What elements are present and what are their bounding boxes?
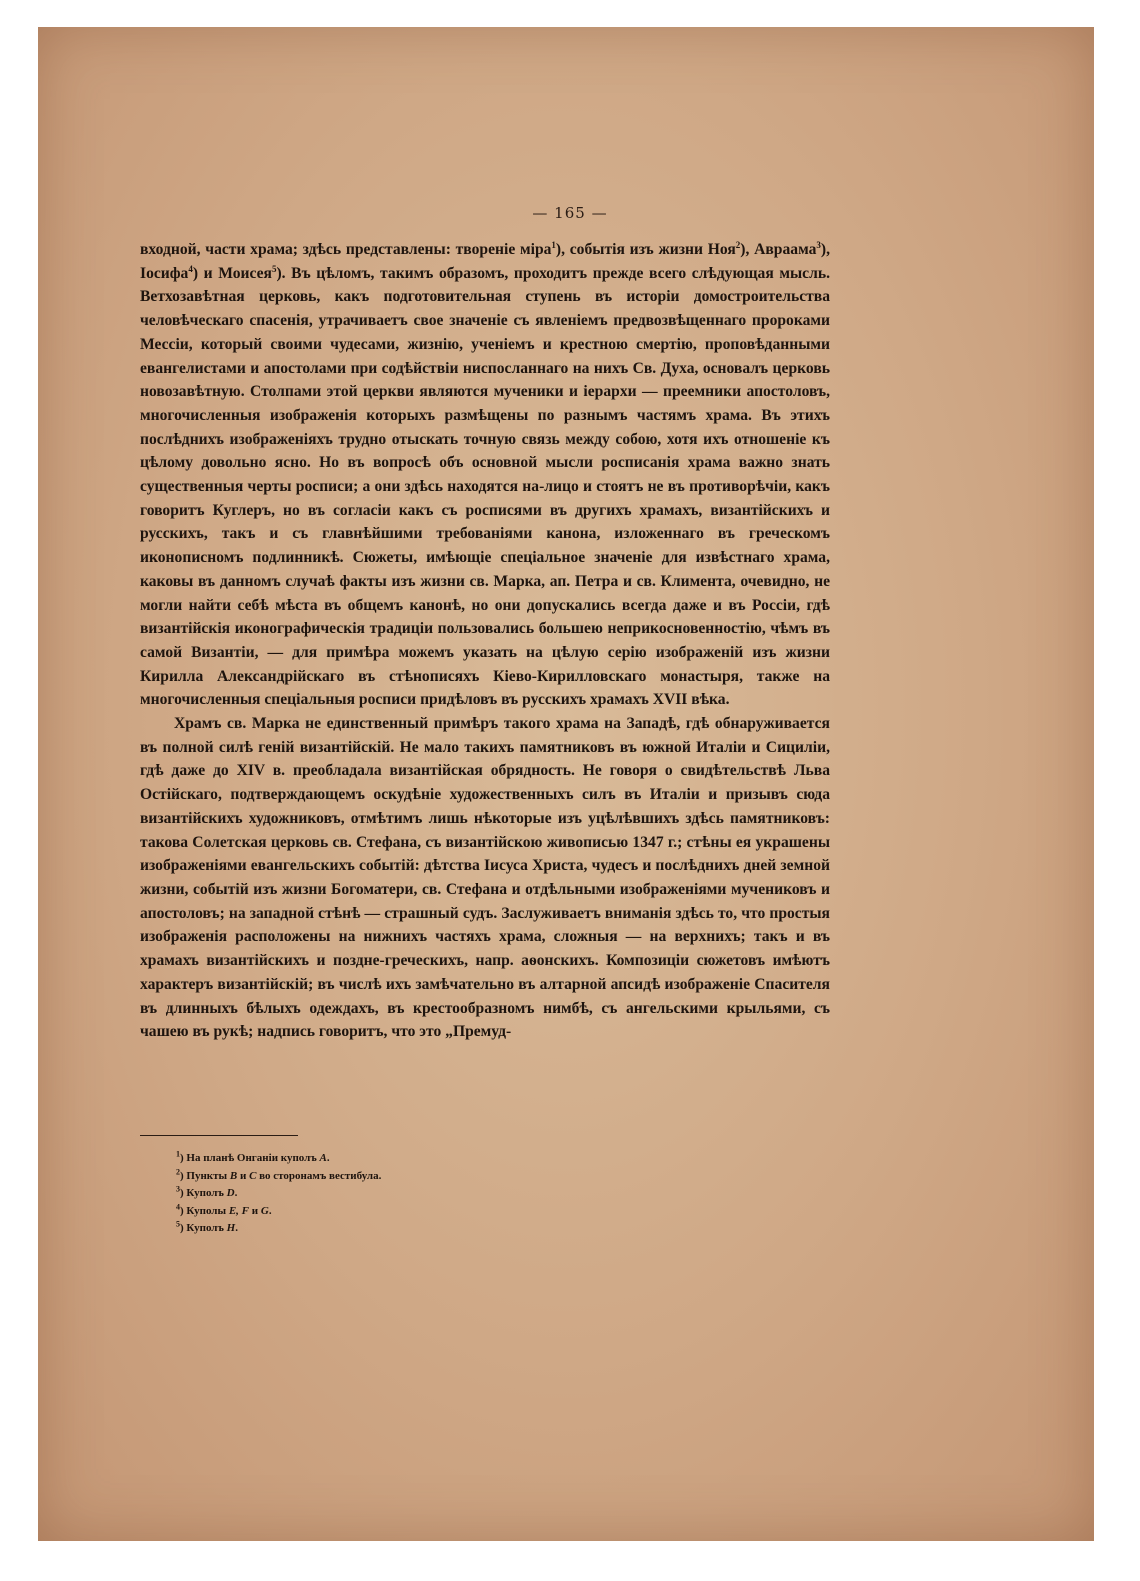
footnote-text: ) На планѣ Онганіи куполъ xyxy=(180,1152,320,1164)
footnote-1 xyxy=(176,1150,676,1168)
footnote-ref[interactable]: 1 xyxy=(551,239,556,250)
text-run: ), событія изъ жизни Ноя xyxy=(555,241,736,258)
footnote-italic: E, F xyxy=(228,1204,250,1217)
footnote-text: ) Пункты xyxy=(180,1169,230,1182)
footnote-ref[interactable]: 5 xyxy=(271,263,277,274)
text-run: ), Іосифа xyxy=(140,241,830,282)
text-run: ) и Моисея xyxy=(192,264,272,282)
paragraph-1 xyxy=(140,238,830,712)
footnote-ref[interactable]: 2 xyxy=(735,239,741,250)
footnote-rule xyxy=(140,1135,298,1136)
footnotes xyxy=(176,1150,676,1238)
footnote-mid: и xyxy=(249,1204,261,1217)
footnote-mark: 5 xyxy=(176,1219,180,1229)
body-text xyxy=(140,238,830,1044)
footnote-italic: G xyxy=(260,1204,269,1217)
footnote-tail: . xyxy=(235,1222,238,1234)
footnote-ref[interactable]: 4 xyxy=(188,263,193,274)
footnote-text: ) Куполы xyxy=(180,1204,229,1217)
footnote-3 xyxy=(176,1185,676,1203)
footnote-mark: 3 xyxy=(176,1184,180,1194)
footnote-tail: . xyxy=(234,1187,238,1199)
footnote-italic: C xyxy=(249,1169,257,1182)
footnote-text: ) Куполъ xyxy=(180,1222,227,1234)
footnote-4 xyxy=(176,1203,676,1221)
footnote-5 xyxy=(176,1220,676,1238)
footnote-mark: 2 xyxy=(176,1166,180,1176)
footnote-italic: A xyxy=(319,1152,327,1164)
footnote-mark: 1 xyxy=(176,1149,180,1159)
footnote-text: ) Куполъ xyxy=(180,1187,227,1199)
text-run: ). Въ цѣломъ, такимъ образомъ, проходитъ прежде всего слѣдующая мысль. Ветхозавѣтная церковь, какъ подготовительная ступень въ исторіи домостроительства человѣческаго спасенія, утрачиваетъ свое значеніе съ явленіемъ предвозвѣщеннаго пророками Мессіи, который своими чудесами, жизнію, ученіемъ и крестною смертію, проповѣданными евангелистами и апостолами при содѣйствіи ниспосланнаго на нихъ Св. Духа, основалъ церковь новозавѣтную. Столпами этой церкви являются мученики и іерархи — преемники апостоловъ, многочисленныя изображенія которыхъ размѣщены по разнымъ частямъ храма. Въ этихъ послѣднихъ изображеніяхъ трудно отыскать точную связь между собою, хотя ихъ отношеніе къ цѣлому довольно ясно. Но въ вопросѣ объ основной мысли росписанія храма важно знать существенныя черты росписи; а они здѣсь находятся на-лицо и стоятъ не въ противорѣчіи, какъ говоритъ Куглеръ, но въ согласіи какъ съ росписями въ другихъ храмахъ, византійскихъ и русскихъ, такъ и съ главнѣйшими требованіями канона, изложеннаго въ греческомъ иконописномъ подлинникѣ. Сюжеты, имѣющіе спеціальное значеніе для извѣстнаго храма, каковы въ данномъ случаѣ факты изъ жизни св. Марка, ап. Петра и св. Климента, очевидно, не могли найти себѣ мѣста въ общемъ канонѣ, но они допускались всегда даже и въ Россіи, гдѣ византійскія иконографическія традиціи пользовались большею неприкосновенностію, чѣмъ въ самой Византіи, — для примѣра можемъ указать на цѣлую серію изображеній изъ жизни Кирилла Александрійскаго въ стѣнописяхъ Кіево-Кирилловскаго монастыря, также на многочисленныя спеціальныя росписи придѣловъ въ русскихъ храмахъ XVII вѣка. xyxy=(140,264,830,709)
footnote-italic: H xyxy=(226,1222,236,1234)
footnote-mid: и xyxy=(237,1169,250,1182)
footnote-tail: . xyxy=(268,1204,272,1217)
text-run: ), Авраама xyxy=(740,241,817,258)
paragraph-2 xyxy=(140,712,830,1044)
text-run: входной, части храма; здѣсь представлены: твореніе міра xyxy=(140,241,552,258)
footnote-mark: 4 xyxy=(176,1201,180,1211)
page-number: — 165 — xyxy=(532,204,608,222)
footnote-italic: B xyxy=(229,1169,238,1182)
footnote-tail: во сторонамъ вестибула. xyxy=(256,1169,382,1182)
footnote-tail: . xyxy=(326,1152,330,1164)
footnote-ref[interactable]: 3 xyxy=(816,239,821,250)
footnote-2 xyxy=(176,1168,676,1186)
footnote-italic: D xyxy=(226,1187,235,1199)
text-run: Храмъ св. Марка не единственный примѣръ такого храма на Западѣ, гдѣ обнаруживается въ полной силѣ геній византійскій. Не мало такихъ памятниковъ въ южной Италіи и Сициліи, гдѣ даже до XIV в. преобладала византійская обрядность. Не говоря о свидѣтельствѣ Льва Остійскаго, подтверждающемъ оскудѣніе художественныхъ силъ въ Италіи и призывъ сюда византійскихъ художниковъ, отмѣтимъ лишь нѣкоторые изъ уцѣлѣвшихъ здѣсь памятниковъ: такова Солетская церковь св. Стефана, съ византійскою живописью 1347 г.; стѣны ея украшены изображеніями евангельскихъ событій: дѣтства Іисуса Христа, чудесъ и послѣднихъ дней земной жизни, событій изъ жизни Богоматери, св. Стефана и отдѣльными изображеніями мучениковъ и апостоловъ; на западной стѣнѣ — страшный судъ. Заслуживаетъ вниманія здѣсь то, что простыя изображенія расположены на нижнихъ частяхъ храма, сложныя — на верхнихъ; такъ и въ храмахъ византійскихъ и поздне-греческихъ, напр. аѳонскихъ. Композиціи сюжетовъ имѣютъ характеръ византійскій; въ числѣ ихъ замѣчательно въ алтарной апсидѣ изображеніе Спасителя въ длинныхъ бѣлыхъ одеждахъ, въ крестообразномъ нимбѣ, съ ангельскими крыльями, съ чашею въ рукѣ; надпись говоритъ, что это „Премуд- xyxy=(140,715,830,1041)
